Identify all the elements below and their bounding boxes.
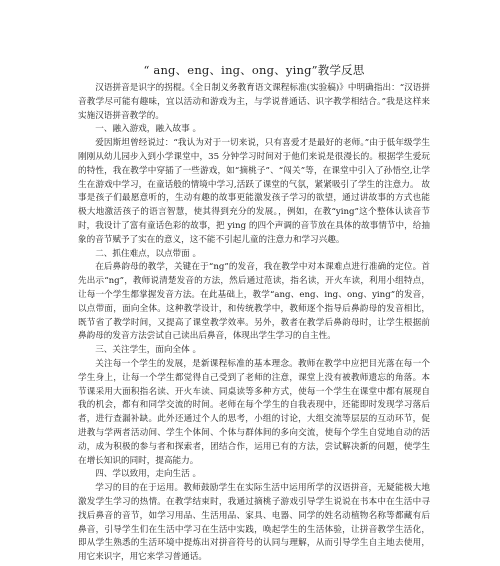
section-body-2: 在后鼻韵母的教学，关键在于“ng”的发音，我在教学中对本课难点进行准确的定位。首先出示“ng”，教师说清楚发音的方法，然后通过范读，指名读，开火车读，利用小组特点，让每一个学生都掌握发音方法。在此基础上，教学“ang、eng、ing、ong、ying”的发音，以点带面，面向全体。这种教学设计，和传统教学中，教师逐个指导后鼻韵母的发音相比，既节省了教学时间，又提高了课堂教学效率。另外，教者在教学后鼻韵母时，让学生根据前鼻韵母的发音方法尝试自己读出后鼻音，体现出学生学习的自主性。 [78,262,430,342]
document-title: “ ang、eng、ing、ong、ying”教学反思 [143,63,365,77]
intro-paragraph: 汉语拼音是识字的拐棍。《全日制义务教育语文课程标准(实验稿)》中明确指出：“汉语拼音教学尽可能有趣味，宜以活动和游戏为主，与学说普通话、识字教学相结合。”我是这样来实施汉语拼音教学的。 [78,83,430,121]
section-heading-1: 一、融入游戏，融入故事 。 [95,124,202,135]
section-body-1: 爱因斯坦曾经说过：“我认为对于一切来说，只有喜爱才是最好的老师。”由于低年级学生刚刚从幼儿园步入到小学课堂中，35 分钟学习时间对于他们来说是很漫长的。根据学生爱玩的特性，我在教学中穿插了一些游戏，如“摘桃子”、“闯关”等，在课堂中引入了孙悟空,让学生在游戏中学习，在童话般的情境中学习,活跃了课堂的气氛，紧紧吸引了学生的注意力。 故事是孩子们最愿意听的，生动有趣的故事更能激发孩子学习的欲望，通过讲故事的方式也能极大地激活孩子的语言智慧，使其得到充分的发展。，例如，在教“ying”这个整体认读音节时，我设计了富有童话色彩的故事，把 ying 的四个声调的音节放在具体的故事情节中，给抽象的音节赋予了实在的意义，这不能不引起儿童的注意力和学习兴趣。 [78,138,430,245]
section-body-4: 学习的目的在于运用。教师鼓励学生在实际生活中运用所学的汉语拼音，无疑能极大地激发学生学习的热情。在教学结束时，我通过摘桃子游戏引导学生说说在书本中在生活中寻找后鼻音的音节，如学习用品、生活用品、家具、电器、同学的姓名动植物名称等都藏有后鼻音，引导学生们在生活中学习在生活中实践，唤起学生的生活体验，让拼音教学生活化，即从学生熟悉的生活环境中提炼出对拼音符号的认同与理解，从而引导学生自主地去使用，用它来识字，用它来学习普通话。 [78,483,430,563]
section-heading-4: 四、学以致用，走向生活 。 [95,469,202,480]
section-body-3: 关注每一个学生的发展，是新课程标准的基本理念。教师在教学中应把目光落在每一个学生身上，让每一个学生都觉得自己受到了老师的注意，课堂上没有被教师遗忘的角落。本节课采用大面积指名读、开火车读、同桌读等多种方式，使每一个学生在课堂中都有展现自我的机会，都有和同学交流的时间。老师在每个学生的自我表现中，还能即时发现学习落后者，进行查漏补缺。此外还通过个人的思考，小组的讨论，大组交流等层层的互动环节，促进教与学两者活动间、学生个体间、个体与群体间的多向交流，使每个学生自觉地自动的活动，成为积极的参与者和探索者，团结合作，运用已有的方法，尝试解决新的问题，使学生在增长知识的同时，提高能力。 [78,358,430,466]
section-heading-2: 二、抓住难点，以点带面 。 [95,248,202,259]
section-heading-3: 三、关注学生，面向全体 。 [95,345,202,356]
